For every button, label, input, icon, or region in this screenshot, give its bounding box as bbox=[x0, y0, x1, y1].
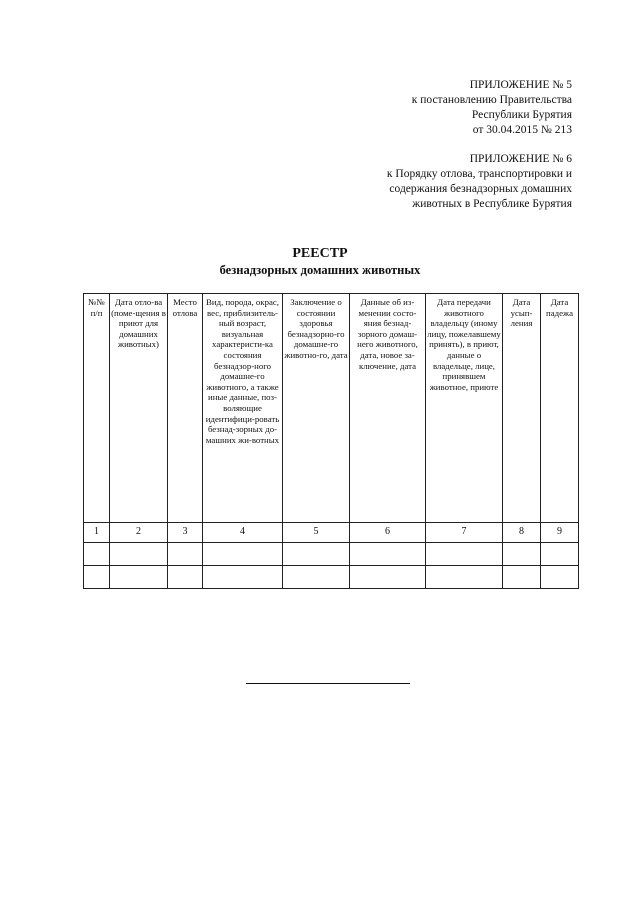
column-number-row bbox=[84, 523, 579, 543]
empty-cell bbox=[203, 566, 283, 589]
table-row-empty bbox=[84, 566, 579, 589]
column-number: 1 bbox=[84, 523, 110, 543]
appendix-6-title: ПРИЛОЖЕНИЕ № 6 bbox=[469, 153, 572, 165]
appendix-6-line-3: содержания безнадзорных домашних bbox=[389, 183, 572, 195]
empty-cell bbox=[426, 566, 503, 589]
empty-cell bbox=[84, 543, 110, 566]
title-main: РЕЕСТР bbox=[292, 246, 348, 261]
appendix-6-line-4: животных в Республике Бурятия bbox=[412, 198, 572, 210]
document-title bbox=[0, 245, 640, 278]
header-cell-capture-place: Место отлова bbox=[168, 294, 203, 523]
empty-cell bbox=[283, 566, 350, 589]
empty-cell bbox=[503, 543, 541, 566]
empty-cell bbox=[541, 543, 579, 566]
empty-cell bbox=[426, 543, 503, 566]
table-header-row bbox=[84, 294, 579, 523]
column-number: 3 bbox=[168, 523, 203, 543]
header-cell-health-conclusion: Заключение о состоянии здоровья безнадзорно-го домашне-го животно-го, дата bbox=[283, 294, 350, 523]
empty-cell bbox=[283, 543, 350, 566]
empty-cell bbox=[110, 566, 168, 589]
column-number: 7 bbox=[426, 523, 503, 543]
empty-cell bbox=[110, 543, 168, 566]
empty-cell bbox=[350, 543, 426, 566]
column-number: 2 bbox=[110, 523, 168, 543]
column-number: 8 bbox=[503, 523, 541, 543]
appendix-6-block bbox=[387, 152, 572, 212]
header-cell-death-date: Дата падежа bbox=[541, 294, 579, 523]
column-number: 6 bbox=[350, 523, 426, 543]
header-cell-transfer-date: Дата передачи животного владельцу (иному лицу, пожелавшему принять), в приют, данные о владельце, лице, принявшем животное, приюте bbox=[426, 294, 503, 523]
header-cell-euthanasia-date: Дата усып-ления bbox=[503, 294, 541, 523]
appendix-5-line-2: к постановлению Правительства bbox=[411, 94, 572, 106]
empty-cell bbox=[350, 566, 426, 589]
empty-cell bbox=[168, 543, 203, 566]
closing-line bbox=[246, 683, 410, 684]
appendix-5-line-3: Республики Бурятия bbox=[471, 109, 572, 121]
header-cell-number: №№ п/п bbox=[84, 294, 110, 523]
appendix-5-title: ПРИЛОЖЕНИЕ № 5 bbox=[469, 79, 572, 91]
column-number: 4 bbox=[203, 523, 283, 543]
appendix-5-line-4: от 30.04.2015 № 213 bbox=[472, 124, 572, 136]
empty-cell bbox=[168, 566, 203, 589]
appendix-5-block bbox=[412, 78, 572, 138]
column-number: 9 bbox=[541, 523, 579, 543]
header-cell-animal-description: Вид, порода, окрас, вес, приблизитель-ный возраст, визуальная характеристи-ка состояния безнадзор-ного домашне-го животного, а также иные данные, поз-воляющие идентифици-ровать безнад-зорных до-машних жи-вотных bbox=[203, 294, 283, 523]
appendix-6-line-2: к Порядку отлова, транспортировки и bbox=[386, 168, 572, 180]
header-cell-condition-change: Данные об из-менении состо-яния безнад-зорного домаш-него животного, дата, новое за-ключение, дата bbox=[350, 294, 426, 523]
empty-cell bbox=[541, 566, 579, 589]
empty-cell bbox=[203, 543, 283, 566]
column-number: 5 bbox=[283, 523, 350, 543]
empty-cell bbox=[84, 566, 110, 589]
empty-cell bbox=[503, 566, 541, 589]
title-sub: безнадзорных домашних животных bbox=[219, 263, 421, 277]
registry-table bbox=[83, 293, 579, 589]
header-cell-capture-date: Дата отло-ва (поме-щения в приют для домашних животных) bbox=[110, 294, 168, 523]
table-row-empty bbox=[84, 543, 579, 566]
